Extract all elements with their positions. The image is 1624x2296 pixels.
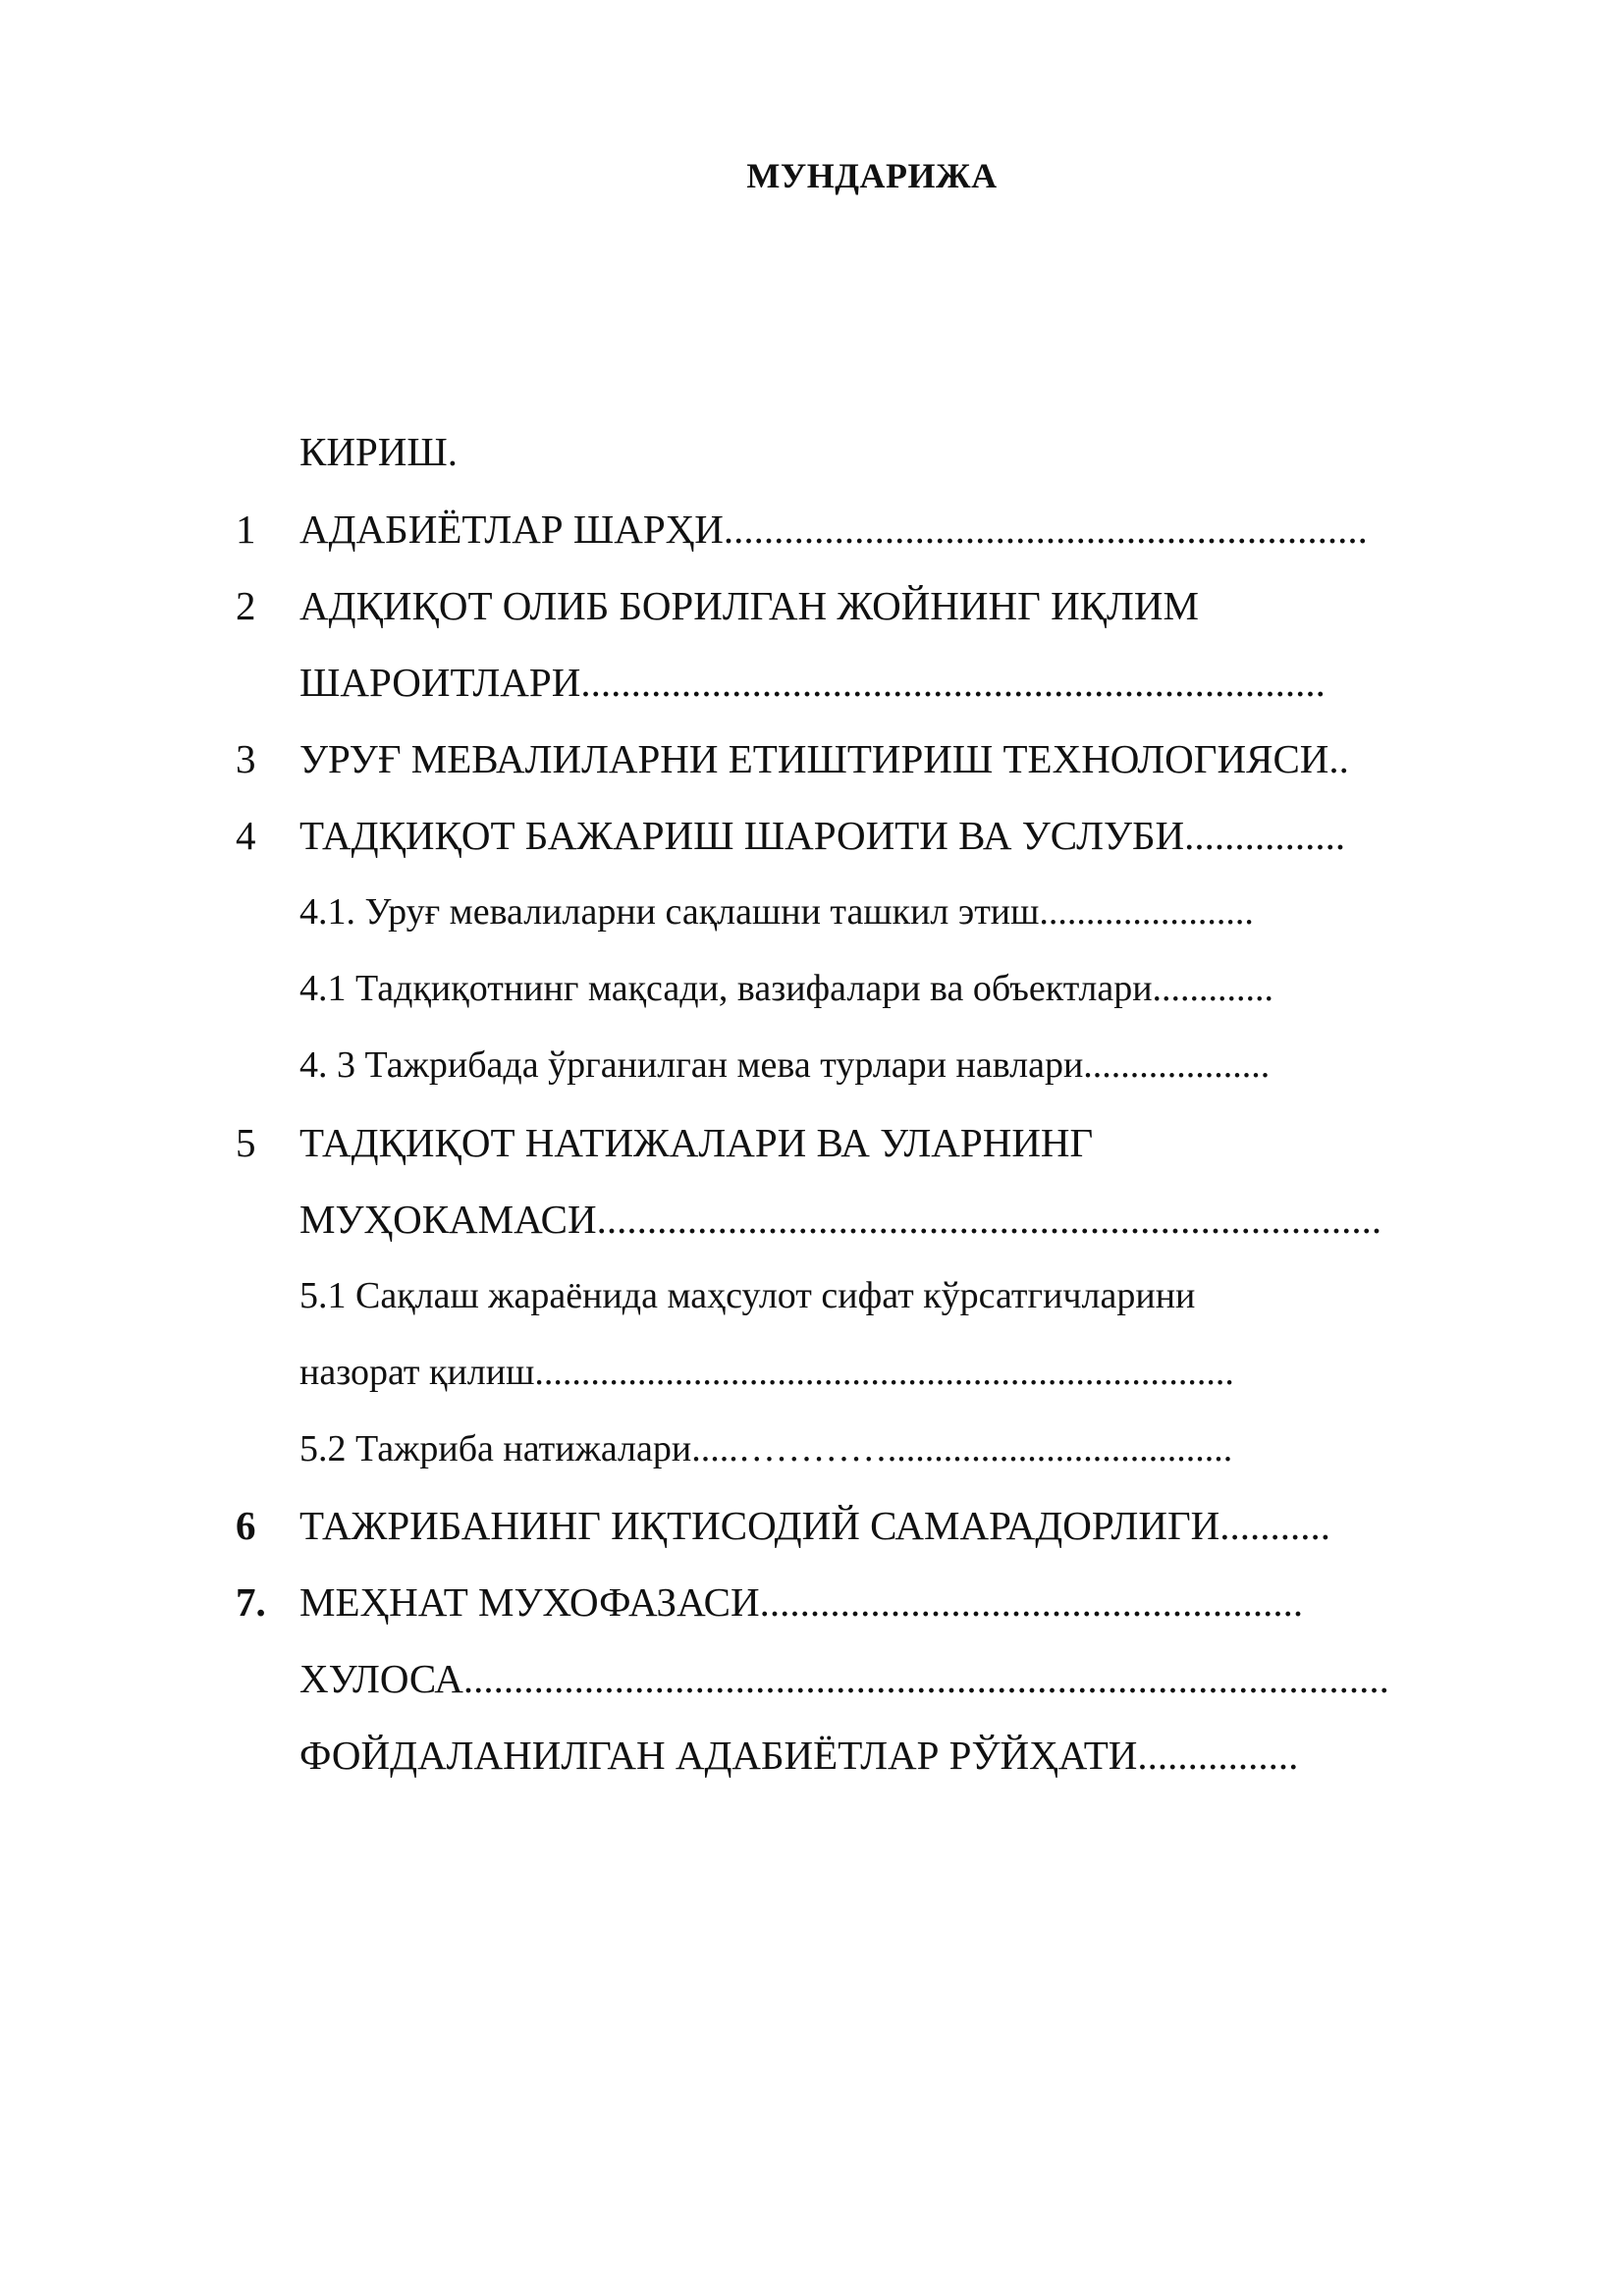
toc-entry-2[interactable] [0,571,1624,640]
toc-entry-conclusion[interactable] [0,1644,1624,1713]
toc-entry-text: ТАДҚИҚОТ БАЖАРИШ ШАРОИТИ ВА УСЛУБИ................ [299,813,1346,858]
toc-entry-text: 4.1 Тадқиқотнинг мақсади, вазифалари ва объектлари............. [299,968,1274,1009]
toc-entry-text: МУҲОКАМАСИ.............................................................................. [299,1197,1382,1242]
toc-entry-7[interactable] [0,1568,1624,1636]
toc-entry-4-3[interactable] [0,1031,1624,1099]
toc-entry-text: АДАБИЁТЛАР ШАРҲИ................................................................ [299,507,1368,552]
toc-entry-text: 4. 3 Тажрибада ўрганилган мева турлари навлари.................... [299,1044,1271,1086]
toc-entry-text: 5.1 Сақлаш жараёнида маҳсулот сифат кўрсатгичларини [299,1275,1196,1316]
toc-entry-number: 5 [236,1120,256,1165]
toc-entry-text: ШАРОИТЛАРИ.......................................................................... [299,660,1326,705]
toc-entry-text: АДҚИҚОТ ОЛИБ БОРИЛГАН ЖОЙНИНГ ИҚЛИМ [299,583,1199,628]
toc-entry-4-2[interactable] [0,954,1624,1023]
toc-entry-text: КИРИШ. [299,429,458,474]
toc-entry-5-continued[interactable] [0,1185,1624,1254]
toc-entry-number: 4 [236,813,256,858]
toc-entry-4-1[interactable] [0,878,1624,946]
toc-entry-text: ТАДҚИҚОТ НАТИЖАЛАРИ ВА УЛАРНИНГ [299,1120,1094,1165]
toc-entry-intro[interactable] [0,417,1624,486]
toc-entry-number: 6 [236,1503,256,1548]
toc-entry-text: 5.2 Тажриба натижалари.....…………..................................... [299,1428,1233,1469]
toc-entry-3[interactable] [0,724,1624,793]
toc-entry-number: 1 [236,507,256,552]
toc-entry-1[interactable] [0,495,1624,563]
toc-entry-5-1[interactable] [0,1261,1624,1330]
toc-entry-text: УРУҒ МЕВАЛИЛАРНИ ЕТИШТИРИШ ТЕХНОЛОГИЯСИ.. [299,736,1349,781]
toc-entry-text: ХУЛОСА............................................................................................ [299,1656,1389,1701]
toc-entry-5-1-continued[interactable] [0,1338,1624,1407]
toc-entry-number: 3 [236,736,256,781]
toc-entry-5-2[interactable] [0,1415,1624,1483]
toc-entry-5[interactable] [0,1108,1624,1177]
toc-entry-text: назорат қилиш........................................................................... [299,1352,1234,1393]
toc-entry-text: ФОЙДАЛАНИЛГАН АДАБИЁТЛАР РЎЙҲАТИ................ [299,1733,1299,1778]
toc-entry-number: 2 [236,583,256,628]
toc-entry-text: МЕҲНАТ МУХОФАЗАСИ...................................................... [299,1579,1304,1625]
toc-entry-text: 4.1. Уруғ мевалиларни сақлашни ташкил этиш....................... [299,891,1254,933]
page-title: МУНДАРИЖА [746,156,998,195]
toc-entry-4[interactable] [0,801,1624,870]
toc-entry-2-continued[interactable] [0,648,1624,717]
toc-entry-text: ТАЖРИБАНИНГ ИҚТИСОДИЙ САМАРАДОРЛИГИ........... [299,1503,1331,1548]
toc-entry-6[interactable] [0,1491,1624,1560]
toc-entry-number: 7. [236,1579,266,1625]
toc-entry-references[interactable] [0,1721,1624,1789]
